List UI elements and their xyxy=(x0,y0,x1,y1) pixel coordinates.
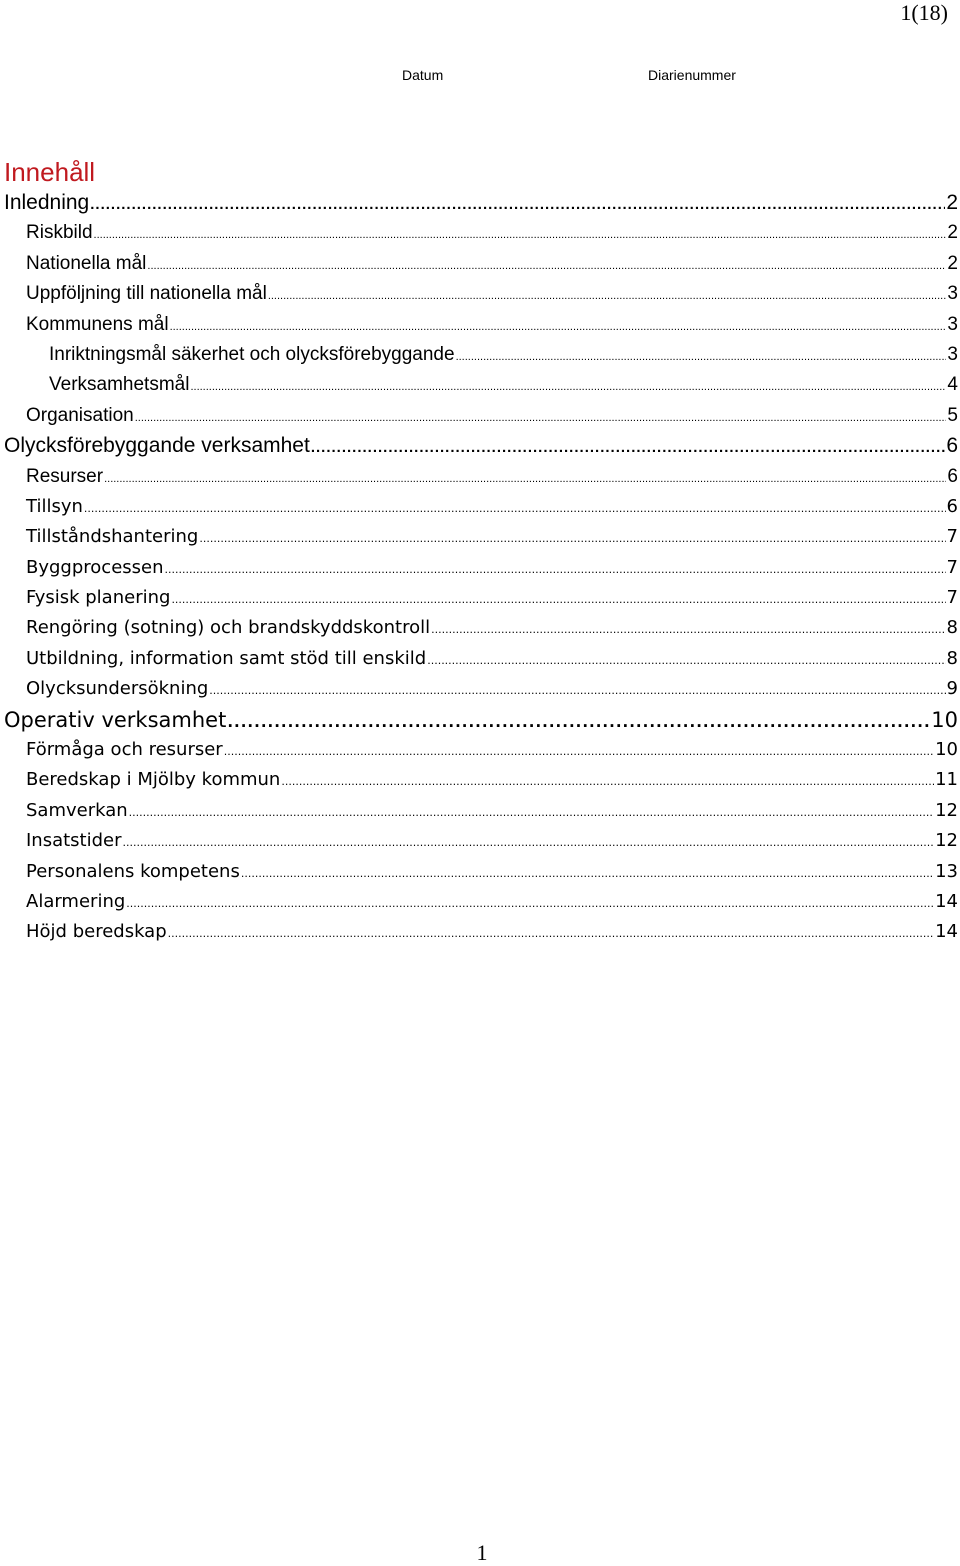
toc-entry-page-number: 12 xyxy=(935,799,958,821)
toc-entry-page-number: 2 xyxy=(946,191,958,214)
toc-dot-leader xyxy=(281,767,934,797)
toc-dot-leader xyxy=(126,889,934,919)
toc-entry-title: Tillsyn xyxy=(26,495,83,517)
toc-entry[interactable] xyxy=(0,431,960,461)
toc-dot-leader xyxy=(456,342,947,372)
toc-heading: Innehåll xyxy=(4,157,96,187)
toc-dot-leader xyxy=(268,281,947,311)
toc-entry[interactable] xyxy=(0,857,960,887)
toc-dot-leader xyxy=(104,464,946,494)
toc-entry-page-number: 2 xyxy=(947,252,958,274)
toc-entry[interactable] xyxy=(0,583,960,613)
toc-entry[interactable] xyxy=(0,340,960,370)
toc-dot-leader xyxy=(241,859,934,889)
toc-dot-leader xyxy=(84,494,946,524)
toc-entry-page-number: 6 xyxy=(946,495,958,517)
toc-entry-page-number: 10 xyxy=(935,739,958,761)
toc-entry-page-number: 12 xyxy=(935,830,958,852)
toc-entry[interactable] xyxy=(0,279,960,309)
toc-entry-title: Beredskap i Mjölby kommun xyxy=(26,769,281,791)
toc-entry-page-number: 7 xyxy=(946,587,958,609)
toc-entry[interactable] xyxy=(0,765,960,795)
toc-entry-page-number: 3 xyxy=(947,283,958,305)
toc-entry[interactable] xyxy=(0,370,960,400)
toc-entry[interactable] xyxy=(0,218,960,248)
toc-dot-leader xyxy=(190,372,946,402)
toc-dot-leader xyxy=(311,433,946,463)
date-label: Datum xyxy=(402,67,444,83)
table-of-contents xyxy=(0,188,960,948)
toc-entry[interactable] xyxy=(0,613,960,643)
toc-dot-leader xyxy=(123,828,935,858)
toc-dot-leader xyxy=(90,190,945,220)
toc-entry-title: Fysisk planering xyxy=(26,587,171,609)
toc-dot-leader xyxy=(199,524,945,554)
toc-dot-leader xyxy=(165,555,946,585)
toc-entry-title: Riskbild xyxy=(26,222,93,244)
toc-entry-title: Tillståndshantering xyxy=(26,526,199,548)
toc-entry-title: Byggprocessen xyxy=(26,556,164,578)
toc-entry[interactable] xyxy=(0,644,960,674)
toc-entry-title: Alarmering xyxy=(26,890,126,912)
toc-entry-page-number: 6 xyxy=(946,434,958,458)
toc-entry-title: Insatstider xyxy=(26,830,122,852)
toc-entry-page-number: 6 xyxy=(947,465,958,487)
toc-entry-title: Uppföljning till nationella mål xyxy=(26,283,267,305)
toc-entry-page-number: 7 xyxy=(946,556,958,578)
toc-entry-title: Inledning xyxy=(4,191,90,214)
toc-entry-page-number: 14 xyxy=(935,921,958,943)
toc-entry[interactable] xyxy=(0,553,960,583)
toc-entry-page-number: 8 xyxy=(946,617,958,639)
toc-dot-leader xyxy=(168,919,934,949)
toc-entry-page-number: 7 xyxy=(946,526,958,548)
toc-entry-title: Höjd beredskap xyxy=(26,921,167,943)
toc-entry-title: Verksamhetsmål xyxy=(49,374,190,396)
toc-dot-leader xyxy=(224,737,934,767)
toc-entry-title: Olycksundersökning xyxy=(26,678,209,700)
toc-entry-page-number: 3 xyxy=(947,343,958,365)
toc-dot-leader xyxy=(209,676,945,706)
toc-entry[interactable] xyxy=(0,462,960,492)
toc-dot-leader xyxy=(170,312,947,342)
toc-entry-page-number: 8 xyxy=(946,647,958,669)
toc-entry-title: Förmåga och resurser xyxy=(26,739,223,761)
toc-entry-title: Rengöring (sotning) och brandskyddskontroll xyxy=(26,617,431,639)
toc-dot-leader xyxy=(427,646,945,676)
toc-entry-title: Resurser xyxy=(26,465,104,487)
toc-entry-page-number: 14 xyxy=(935,890,958,912)
toc-entry-title: Utbildning, information samt stöd till enskild xyxy=(26,647,427,669)
toc-entry[interactable] xyxy=(0,401,960,431)
toc-entry[interactable] xyxy=(0,887,960,917)
page-counter: 1(18) xyxy=(900,0,948,25)
toc-entry-page-number: 13 xyxy=(935,860,958,882)
toc-entry-page-number: 5 xyxy=(947,404,958,426)
footer-page-number: 1 xyxy=(476,1540,488,1565)
toc-entry-page-number: 10 xyxy=(931,707,958,732)
toc-entry-title: Kommunens mål xyxy=(26,313,169,335)
toc-entry-title: Inriktningsmål säkerhet och olycksförebyggande xyxy=(49,343,455,365)
toc-entry[interactable] xyxy=(0,705,960,735)
toc-entry[interactable] xyxy=(0,522,960,552)
toc-entry-page-number: 9 xyxy=(946,678,958,700)
toc-entry-title: Samverkan xyxy=(26,799,128,821)
toc-entry[interactable] xyxy=(0,796,960,826)
toc-entry-title: Olycksförebyggande verksamhet xyxy=(4,434,310,458)
toc-dot-leader xyxy=(227,707,930,737)
toc-entry-page-number: 3 xyxy=(947,313,958,335)
toc-dot-leader xyxy=(94,220,947,250)
toc-entry[interactable] xyxy=(0,310,960,340)
toc-dot-leader xyxy=(171,585,945,615)
toc-entry[interactable] xyxy=(0,674,960,704)
toc-entry-title: Personalens kompetens xyxy=(26,860,240,882)
toc-dot-leader xyxy=(135,403,947,433)
toc-entry[interactable] xyxy=(0,826,960,856)
toc-entry[interactable] xyxy=(0,917,960,947)
toc-dot-leader xyxy=(129,798,934,828)
toc-entry-page-number: 4 xyxy=(947,374,958,396)
toc-entry-title: Operativ verksamhet xyxy=(4,707,227,732)
toc-entry-page-number: 2 xyxy=(947,222,958,244)
toc-entry-title: Organisation xyxy=(26,404,134,426)
toc-dot-leader xyxy=(431,615,945,645)
toc-entry[interactable] xyxy=(0,188,960,218)
toc-dot-leader xyxy=(147,251,946,281)
toc-entry-page-number: 11 xyxy=(935,769,958,791)
toc-entry[interactable] xyxy=(0,249,960,279)
registration-number-label: Diarienummer xyxy=(648,67,736,83)
toc-entry[interactable] xyxy=(0,492,960,522)
toc-entry-title: Nationella mål xyxy=(26,252,147,274)
toc-entry[interactable] xyxy=(0,735,960,765)
